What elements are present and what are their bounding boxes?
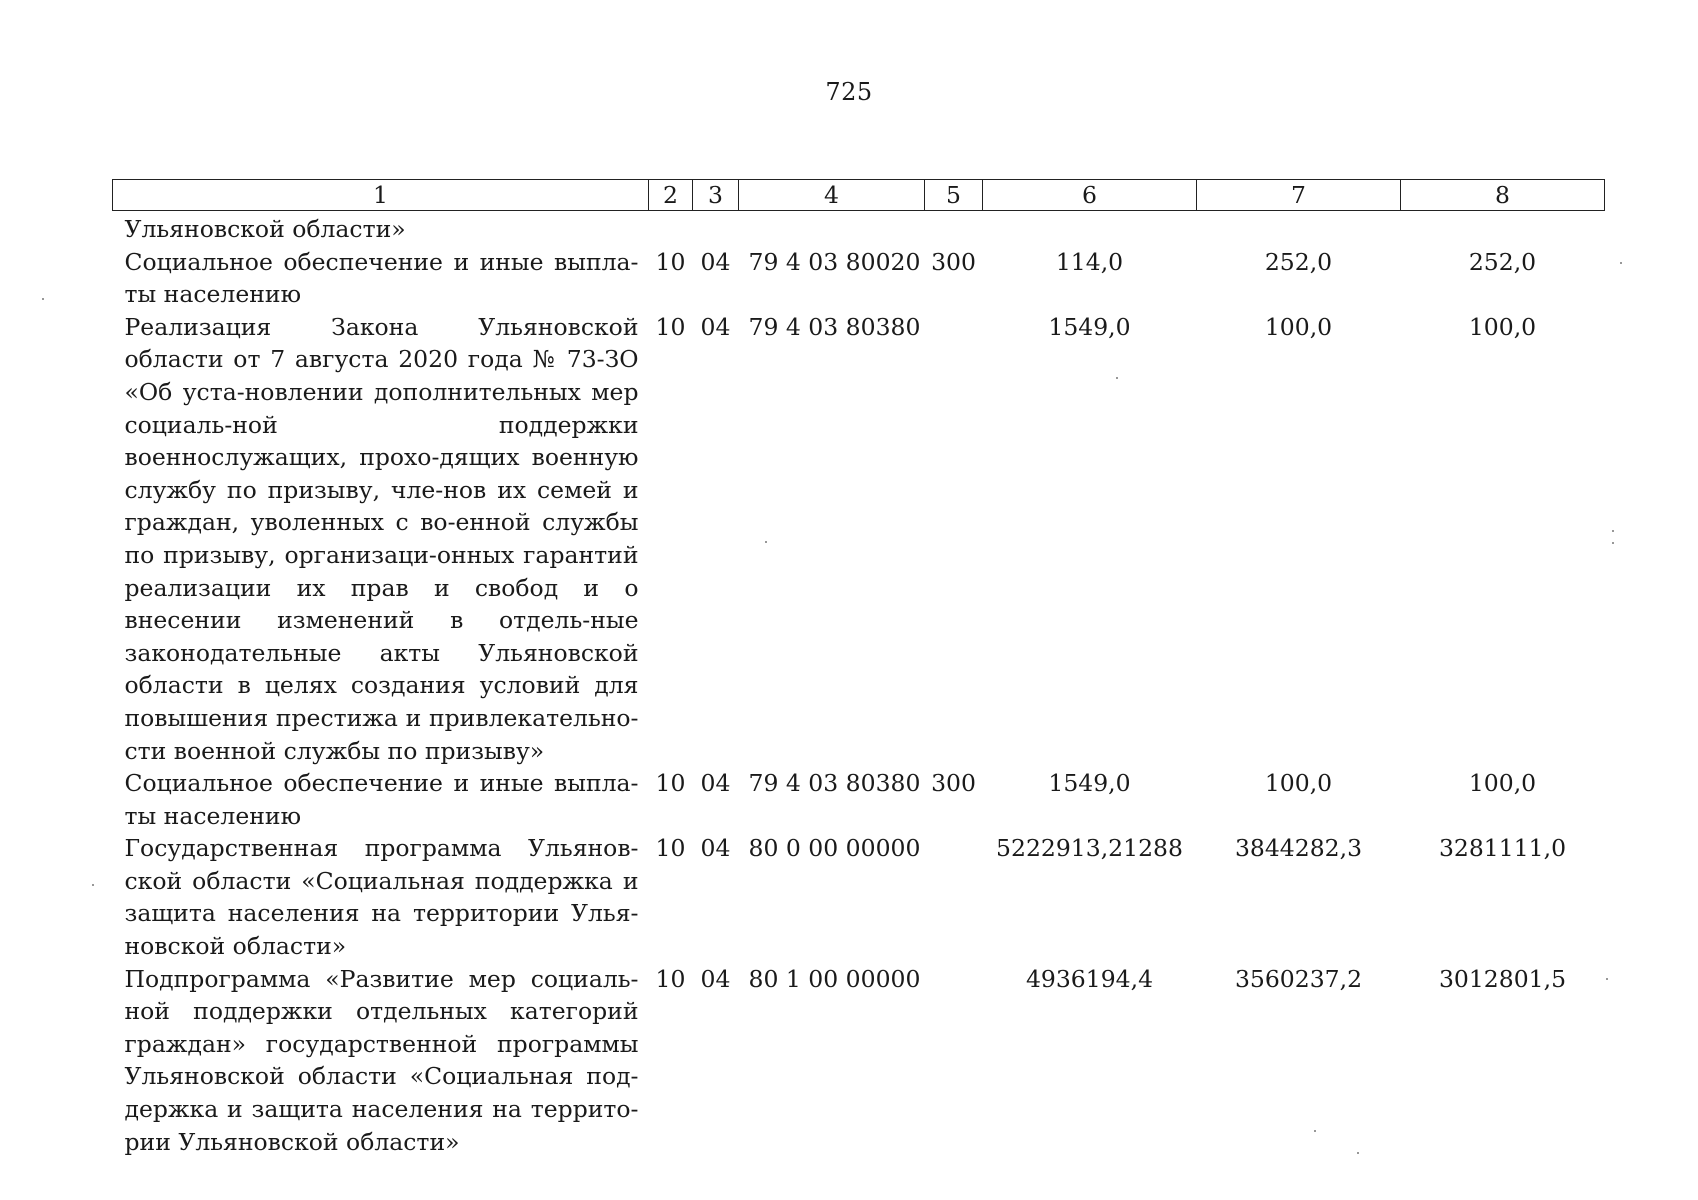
row-section xyxy=(649,211,693,246)
table-row xyxy=(113,246,1605,311)
row-subsection xyxy=(693,211,739,246)
scan-speck xyxy=(1314,1130,1316,1132)
header-col-3: 3 xyxy=(693,180,739,211)
table-row xyxy=(113,832,1605,962)
row-subsection: 04 xyxy=(700,247,731,276)
row-amount-col6: 1549,0 xyxy=(1048,769,1131,798)
row-amount-col6 xyxy=(983,211,1197,246)
header-col-6: 6 xyxy=(983,180,1197,211)
row-name: Государственная программа Ульянов-ской области «Социальная поддержка и защита населения на территории Улья-новской области» xyxy=(124,834,639,961)
row-section: 10 xyxy=(655,964,686,993)
row-expense-type xyxy=(925,211,983,246)
table-row xyxy=(113,767,1605,832)
row-amount-col6: 1549,0 xyxy=(1048,312,1131,341)
scan-speck xyxy=(1606,978,1608,980)
header-col-5: 5 xyxy=(925,180,983,211)
row-target-code: 79 4 03 80020 xyxy=(748,247,921,276)
row-amount-col8 xyxy=(1401,211,1605,246)
row-target-code: 80 1 00 00000 xyxy=(748,964,921,993)
header-col-2: 2 xyxy=(649,180,693,211)
row-expense-type xyxy=(925,963,983,1159)
budget-table xyxy=(112,179,1605,1158)
row-amount-col8: 3281111,0 xyxy=(1438,834,1567,863)
row-target-code: 79 4 03 80380 xyxy=(748,312,921,341)
row-section: 10 xyxy=(655,769,686,798)
row-target-code: 80 0 00 00000 xyxy=(748,834,921,863)
table-row xyxy=(113,963,1605,1159)
row-amount-col7: 100,0 xyxy=(1264,769,1333,798)
row-name: Социальное обеспечение и иные выпла-ты населению xyxy=(124,769,639,830)
row-expense-type: 300 xyxy=(931,247,976,276)
row-name: Ульяновской области» xyxy=(124,215,406,243)
row-amount-col7: 3844282,3 xyxy=(1234,834,1363,863)
row-target-code: 79 4 03 80380 xyxy=(748,769,921,798)
header-col-8: 8 xyxy=(1401,180,1605,211)
page-number: 725 xyxy=(825,78,873,106)
row-expense-type xyxy=(925,311,983,767)
row-amount-col8: 252,0 xyxy=(1468,247,1537,276)
scan-speck xyxy=(1612,530,1614,532)
scan-speck xyxy=(1116,377,1118,379)
row-amount-col6: 5222913,21288 xyxy=(996,834,1183,863)
scan-speck xyxy=(1612,542,1614,544)
row-amount-col7: 252,0 xyxy=(1264,247,1333,276)
header-col-7: 7 xyxy=(1197,180,1401,211)
row-amount-col8: 3012801,5 xyxy=(1438,964,1567,993)
row-expense-type xyxy=(925,832,983,962)
row-amount-col8: 100,0 xyxy=(1468,312,1537,341)
table-row xyxy=(113,311,1605,767)
row-amount-col6: 114,0 xyxy=(1055,247,1124,276)
row-name: Подпрограмма «Развитие мер социаль-ной поддержки отдельных категорий граждан» государственной программы Ульяновской области «Социальная под-держка и защита населения на террито-рии Ульяновской области» xyxy=(124,964,639,1156)
row-amount-col7 xyxy=(1197,211,1401,246)
row-section: 10 xyxy=(655,247,686,276)
row-amount-col8: 100,0 xyxy=(1468,769,1537,798)
scan-speck xyxy=(765,541,767,543)
row-subsection: 04 xyxy=(700,769,731,798)
header-col-1: 1 xyxy=(113,180,649,211)
row-amount-col7: 100,0 xyxy=(1264,312,1333,341)
scan-speck xyxy=(1620,262,1622,264)
header-col-4: 4 xyxy=(739,180,925,211)
row-expense-type: 300 xyxy=(931,769,976,798)
header-row xyxy=(113,180,1605,211)
row-name: Реализация Закона Ульяновской области от 7 августа 2020 года № 73-ЗО «Об уста-новлении дополнительных мер социаль-ной поддержки военнослужащих, прохо-дящих военную службу по призыву, чле-нов их семей и граждан, уволенных с во-енной службы по призыву, организаци-онных гарантий реализации их прав и свобод и о внесении изменений в отдель-ные законодательные акты Ульяновской области в целях создания условий для повышения престижа и привлекательно-сти военной службы по призыву» xyxy=(124,312,639,765)
row-subsection: 04 xyxy=(700,834,731,863)
row-amount-col7: 3560237,2 xyxy=(1234,964,1363,993)
scan-speck xyxy=(92,884,94,886)
row-section: 10 xyxy=(655,834,686,863)
row-subsection: 04 xyxy=(700,312,731,341)
row-target-code xyxy=(739,211,925,246)
row-section: 10 xyxy=(655,312,686,341)
scan-speck xyxy=(1357,1152,1359,1154)
row-amount-col6: 4936194,4 xyxy=(1025,964,1154,993)
table-row xyxy=(113,211,1605,246)
row-subsection: 04 xyxy=(700,964,731,993)
row-name: Социальное обеспечение и иные выпла-ты населению xyxy=(124,247,639,309)
scan-speck xyxy=(42,298,44,300)
